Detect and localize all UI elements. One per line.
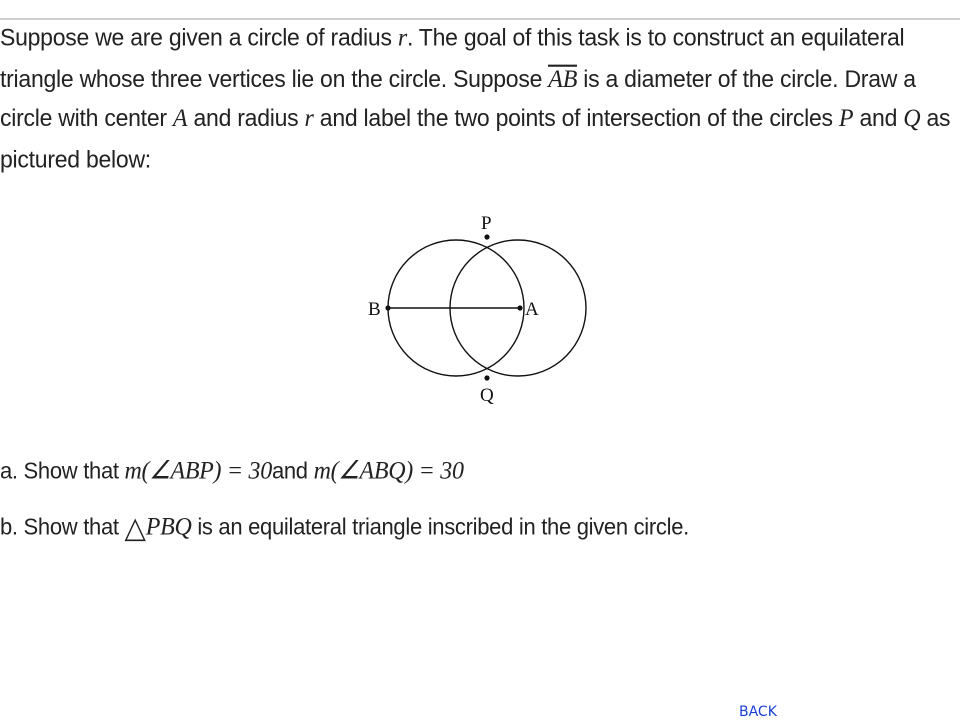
label-q: Q [480, 385, 494, 406]
question-text: b. Show that [0, 513, 125, 540]
statement-line-1 [0, 18, 960, 59]
statement-text: and [853, 103, 904, 132]
statement-text: as [920, 103, 951, 132]
two-circles-figure [340, 205, 620, 415]
label-b: B [368, 299, 381, 320]
angle-expression: m(∠ABP) = 30 [124, 457, 272, 485]
math-variable-q: Q [903, 104, 921, 133]
statement-line-3 [0, 99, 960, 140]
question-text: and [271, 457, 314, 484]
point-b [385, 305, 390, 310]
statement-line-2 [0, 59, 960, 99]
segment-ab: AB [548, 65, 578, 93]
statement-text: . The goal of this task is to construct an equilateral [406, 23, 905, 51]
problem-statement [0, 18, 960, 179]
statement-text: circle with center [0, 103, 173, 132]
back-link[interactable]: BACK [739, 704, 777, 720]
triangle-name: PBQ [145, 513, 192, 541]
question-text: is an equilateral triangle inscribed in the given circle. [191, 513, 689, 540]
geometry-diagram [340, 205, 620, 415]
math-variable-p: P [838, 104, 854, 133]
math-variable-a: A [172, 104, 188, 133]
question-text: a. Show that [0, 457, 125, 484]
angle-expression: m(∠ABQ) = 30 [313, 457, 464, 485]
statement-line-4: pictured below: [0, 144, 151, 173]
point-q [484, 375, 489, 380]
math-variable-r: r [304, 104, 314, 133]
statement-text: and radius [187, 103, 305, 132]
question-b [0, 510, 689, 546]
statement-text: triangle whose three vertices lie on the circle. Suppose [0, 64, 549, 92]
statement-text: and label the two points of intersection of the circles [313, 103, 839, 132]
statement-text: is a diameter of the circle. Draw a [577, 64, 916, 92]
point-a [517, 305, 522, 310]
label-p: P [481, 213, 492, 234]
label-a: A [525, 299, 539, 320]
point-p [484, 234, 489, 239]
triangle-symbol: △ [124, 512, 146, 545]
math-variable-r: r [397, 24, 407, 52]
statement-text: Suppose we are given a circle of radius [0, 23, 398, 51]
question-a [0, 455, 464, 486]
